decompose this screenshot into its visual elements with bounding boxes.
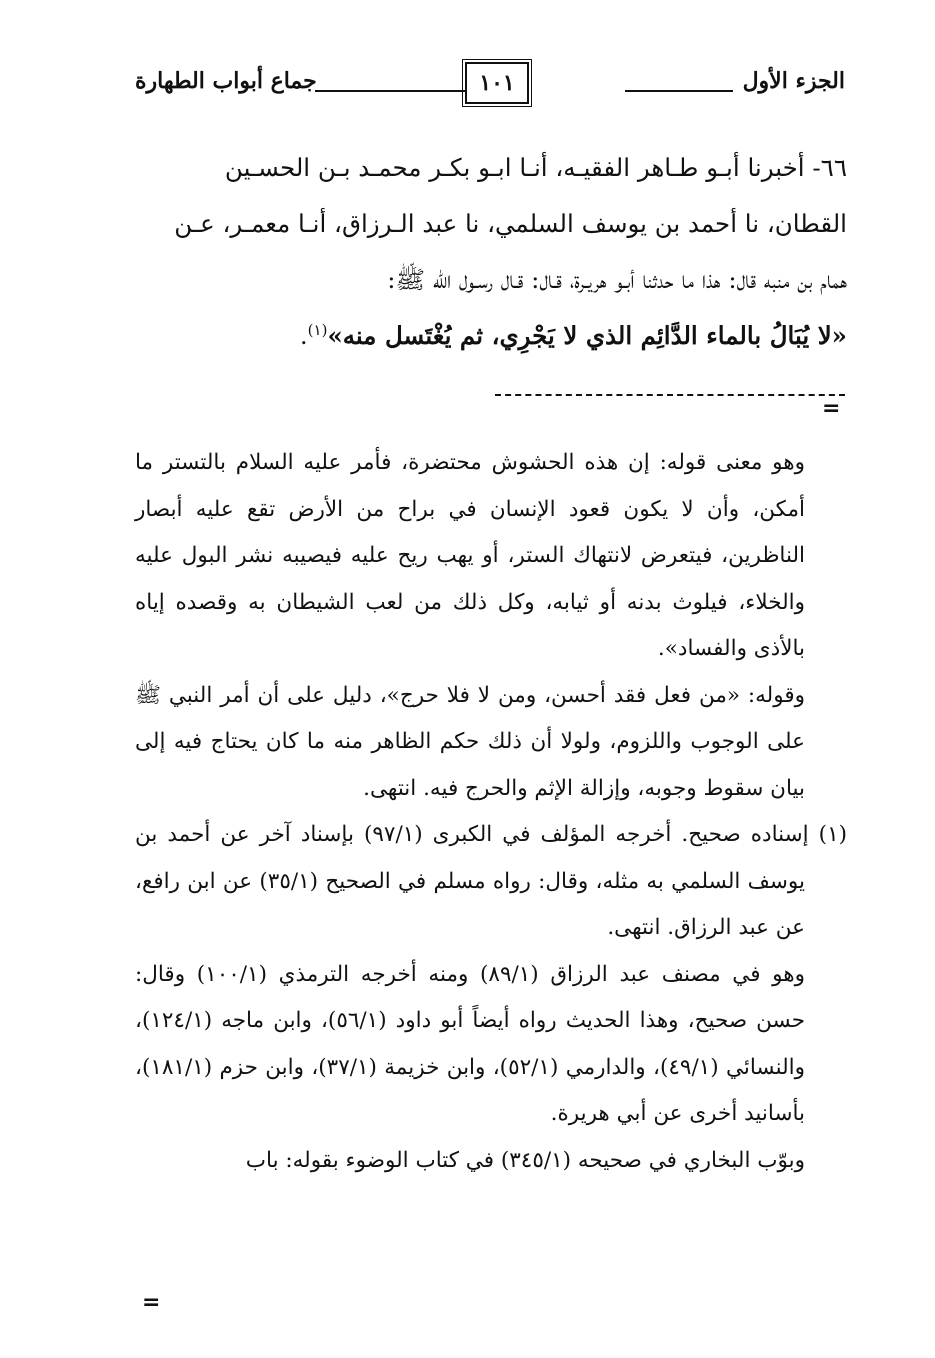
chapter-title: جماع أبواب الطهارة [135,68,317,94]
hadith-line: همام بن منبه قال: هذا ما حدثنا أبـو هريـرة، قـال: قـال رسـول الله ﷺ: [387,265,847,294]
footnotes [135,440,847,1184]
continuation-mark-top: = [822,396,841,421]
hadith-line: القطان، نا أحمد بن يوسف السلمي، نا عبد الـرزاق، أنـا معمـر، عـن [174,209,847,238]
hadith-quote-line [135,308,847,364]
quote-end: . [299,321,308,350]
footnote-1-continuation: وبوّب البخاري في صحيحه (٣٤٥/١) في كتاب الوضوء بقوله: باب [245,1147,805,1173]
hadith-body [135,140,847,364]
footnote-continued-paragraph: وهو معنى قوله: إن هذه الحشوش محتضرة، فأمر عليه السلام بالتستر ما أمكن، وأن لا يكون قعود الإنسان في براح من الأرض تقع عليه أبصار الناظرين، فيتعرض لانتهاك الستر، أو يهب ريح عليه فيصيبه نشر البول عليه والخلاء، فيلوث بدنه أو ثيابه، وكل ذلك من لعب الشيطان به وقصده إياه بالأذى والفساد». [135,450,805,661]
continuation-mark-bottom: = [142,1290,161,1315]
running-header [135,62,845,114]
footnote-1-continuation: وهو في مصنف عبد الرزاق (٨٩/١) ومنه أخرجه الترمذي (١٠٠/١) وقال: حسن صحيح، وهذا الحديث رواه أيضاً أبو داود (٥٦/١)، وابن ماجه (١٢٤/١)، والنسائي (٤٩/١)، والدارمي (٥٢/١)، وابن خزيمة (٣٧/١)، وابن حزم (١٨١/١)، بأسانيد أخرى عن أبي هريرة. [135,961,805,1126]
footnote-1: (١) إسناده صحيح. أخرجه المؤلف في الكبرى (٩٧/١) بإسناد آخر عن أحمد بن يوسف السلمي به مثله، وقال: رواه مسلم في الصحيح (٣٥/١) عن ابن رافع، عن عبد الرزاق. انتهى. [135,822,848,940]
volume-title: الجزء الأول [742,68,845,94]
footnote-reference: (١) [307,320,328,339]
hadith-line: ٦٦- أخبرنا أبـو طـاهر الفقيـه، أنـا ابـو بكـر محمـد بـن الحسـين [224,153,847,182]
header-rule-left [315,90,465,92]
page-number: ١٠١ [465,62,529,104]
footnote-separator [495,394,845,396]
hadith-quote: «لا يُبَالُ بالماء الدَّائِم الذي لا يَجْرِي، ثم يُغْتَسل منه» [327,321,847,350]
footnote-continued-paragraph: وقوله: «من فعل فقد أحسن، ومن لا فلا حرج»، دليل على أن أمر النبي ﷺ على الوجوب واللزوم، ولولا أن ذلك حكم الظاهر منه ما كان يحتاج فيه إلى بيان سقوط وجوبه، وإزالة الإثم والحرج فيه. انتهى. [135,682,805,801]
header-rule-right [625,90,733,92]
